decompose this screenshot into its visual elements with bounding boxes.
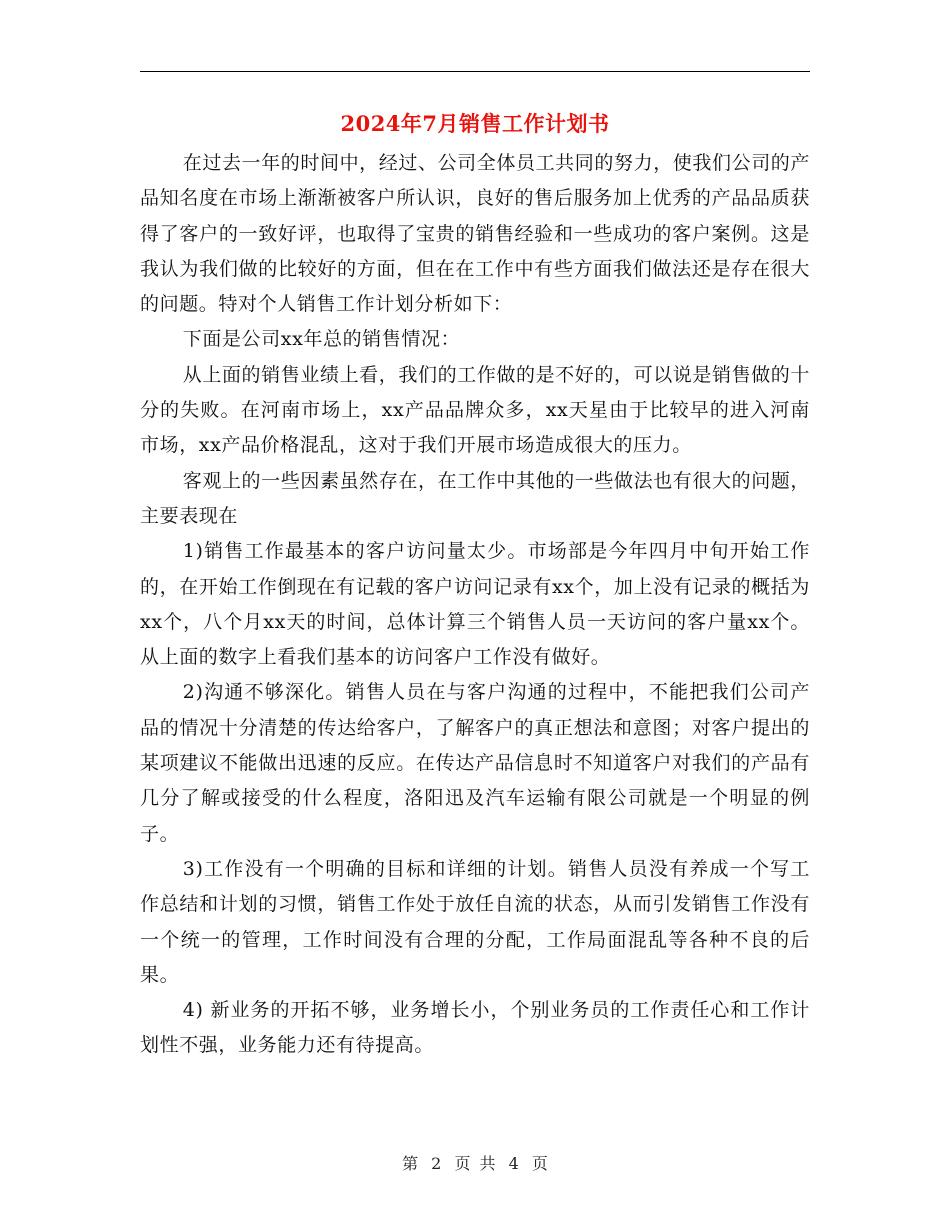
paragraph-sales-overview: 下面是公司xx年总的销售情况： (182, 328, 461, 351)
paragraph-problem-3: 3)工作没有一个明确的目标和详细的计划。销售人员没有养成一个写工作总结和计划的习惯，销售工作处于放任自流的状态，从而引发销售工作没有一个统一的管理，工作时间没有合理的分配，工作局面混乱等各种不良的后果。 (140, 857, 810, 986)
page-label-mid: 页 共 (454, 1154, 496, 1173)
paragraph-intro: 在过去一年的时间中，经过、公司全体员工共同的努力，使我们公司的产品知名度在市场上渐渐被客户所认识，良好的售后服务加上优秀的产品品质获得了客户的一致好评，也取得了宝贵的销售经验和一些成功的客户案例。这是我认为我们做的比较好的方面，但在在工作中有些方面我们做法还是存在很大的问题。特对个人销售工作计划分析如下： (140, 152, 810, 316)
page-footer (0, 1152, 950, 1176)
paragraph-problem-1: 1)销售工作最基本的客户访问量太少。市场部是今年四月中旬开始工作的，在开始工作倒现在有记载的客户访问记录有xx个，加上没有记录的概括为xx个，八个月xx天的时间，总体计算三个销售人员一天访问的客户量xx个。从上面的数字上看我们基本的访问客户工作没有做好。 (140, 540, 810, 669)
page-label-prefix: 第 (402, 1154, 419, 1173)
document-body (140, 146, 810, 1064)
paragraph-problem-4: 4) 新业务的开拓不够，业务增长小，个别业务员的工作责任心和工作计划性不强，业务能力还有待提高。 (140, 999, 810, 1057)
paragraph-problems-intro: 客观上的一些因素虽然存在，在工作中其他的一些做法也有很大的问题，主要表现在 (140, 469, 810, 527)
page-label-suffix: 页 (531, 1154, 548, 1173)
current-page-number: 2 (431, 1154, 442, 1173)
paragraph-performance: 从上面的销售业绩上看，我们的工作做的是不好的，可以说是销售做的十分的失败。在河南市场上，xx产品品牌众多，xx天星由于比较早的进入河南市场，xx产品价格混乱，这对于我们开展市场造成很大的压力。 (140, 363, 810, 457)
document-title: 2024年7月销售工作计划书 (340, 111, 610, 136)
paragraph-problem-2: 2)沟通不够深化。销售人员在与客户沟通的过程中，不能把我们公司产品的情况十分清楚的传达给客户，了解客户的真正想法和意图；对客户提出的某项建议不能做出迅速的反应。在传达产品信息时不知道客户对我们的产品有几分了解或接受的什么程度，洛阳迅及汽车运输有限公司就是一个明显的例子。 (140, 681, 810, 845)
total-pages-number: 4 (508, 1154, 519, 1173)
header-rule (140, 71, 810, 72)
